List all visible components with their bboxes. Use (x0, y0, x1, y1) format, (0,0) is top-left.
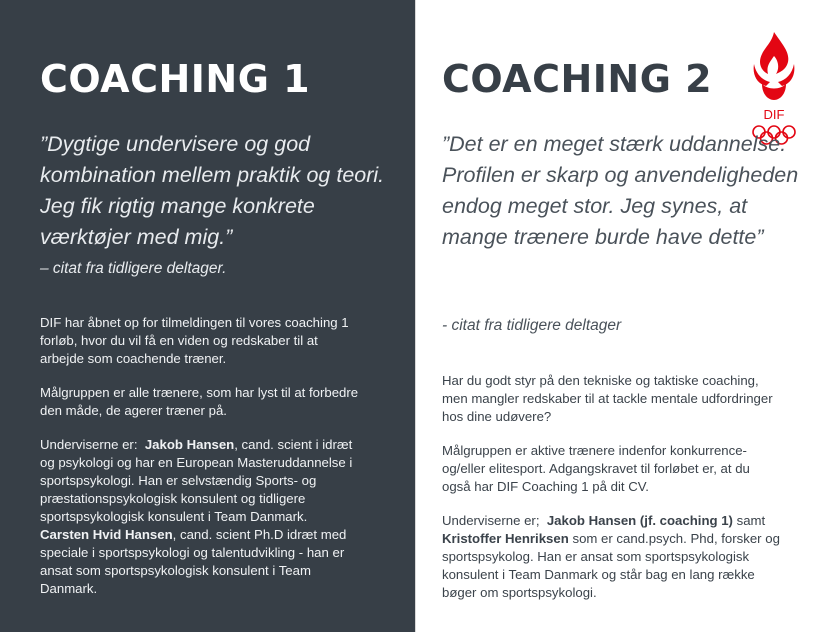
coaching-2-target-group-paragraph: Målgruppen er aktive trænere indenfor konkurrence- og/eller elitesport. Adgangskravet til forløbet er, at du også har DIF Coaching 1 på dit CV. (442, 443, 750, 494)
coaching-2-quote: ”Det er en meget stærk uddannelse. Profilen er skarp og anvendeligheden endog meget stor. Jeg synes, at mange trænere burde have dette” (442, 132, 799, 249)
coaching-1-quote: ”Dygtige undervisere og god kombination mellem praktik og teori. Jeg fik rigtig mange konkrete værktøjer med mig.” (40, 132, 385, 249)
teachers-intro-label: Underviserne er; (442, 513, 540, 528)
coaching-1-target-group-paragraph: Målgruppen er alle trænere, som har lyst til at forbedre den måde, de agerer træner på. (40, 385, 359, 418)
coaching-1-title: COACHING 1 (40, 57, 311, 101)
teacher-name-jakob-hansen: Jakob Hansen (jf. coaching 1) (546, 513, 733, 528)
teacher-name-jakob-hansen: Jakob Hansen (144, 437, 235, 452)
coaching-2-title: COACHING 2 (442, 57, 713, 101)
teacher-name-kristoffer-henriksen: Kristoffer Henriksen (442, 531, 569, 546)
coaching-2-teachers-paragraph (442, 512, 782, 602)
teacher-name-carsten-hvid-hansen: Carsten Hvid Hansen (40, 527, 173, 542)
coaching-1-intro-paragraph: DIF har åbnet op for tilmeldingen til vores coaching 1 forløb, hvor du vil få en viden og redskaber til at arbejde som coachende træner. (40, 315, 349, 366)
coaching-2-quote-attribution: - citat fra tidligere deltager (442, 317, 622, 334)
coaching-2-panel (415, 0, 830, 632)
teachers-intro-label: Underviserne er: (40, 437, 138, 452)
teacher-connector-text: samt (736, 513, 766, 528)
dif-logo-text: DIF (763, 107, 785, 122)
teacher-bio-kristoffer-henriksen: som er cand.psych. Phd, forsker og sportspsykolog. Han er ansat som sportspsykologisk konsulent i Team Danmark og står bag en lang række bøger om sportspsykologi. (442, 531, 780, 600)
teacher-bio-carsten-hvid-hansen: , cand. scient Ph.D idræt med speciale i sportspsykologi og talentudvikling - han er ansat som sportspsykologisk konsulent i Team Danmark. (40, 527, 347, 596)
teacher-bio-jakob-hansen: , cand. scient i idræt og psykologi og har en European Masteruddannelse i sportspsykologi. Han er selvstændig Sports- og præstationspsykologisk konsulent og tidligere sportspsykologisk konsulent i Team Danmark. (40, 437, 353, 524)
coaching-1-teachers-paragraph (40, 436, 360, 598)
coaching-2-description (442, 372, 782, 618)
coaching-1-quote-attribution: – citat fra tidligere deltager. (40, 260, 227, 277)
coaching-2-intro-paragraph: Har du godt styr på den tekniske og taktiske coaching, men mangler redskaber til at tackle mentale udfordringer hos dine udøvere? (442, 373, 773, 424)
coaching-1-description (40, 314, 360, 614)
